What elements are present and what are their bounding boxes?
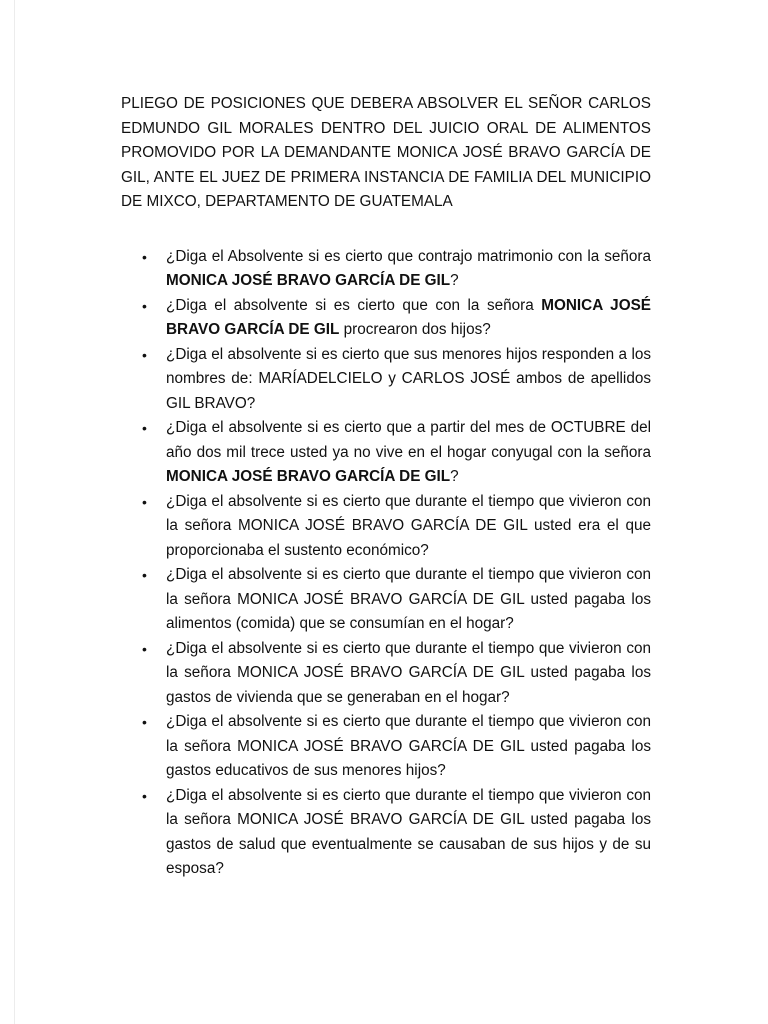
- questions-list: [121, 245, 651, 882]
- question-text: ¿Diga el Absolvente si es cierto que contrajo matrimonio con la señora: [166, 247, 651, 265]
- bullet-icon: •: [142, 297, 147, 314]
- bullet-icon: •: [142, 248, 147, 265]
- bullet-icon: •: [142, 787, 147, 804]
- question-item: [121, 637, 651, 711]
- question-item: [121, 245, 651, 294]
- question-text: ¿Diga el absolvente si es cierto que durante el tiempo que vivieron con la señora MONICA JOSÉ BRAVO GARCÍA DE GIL usted pagaba los gastos de vivienda que se generaban en el hogar?: [166, 639, 651, 706]
- question-item: [121, 710, 651, 784]
- question-item: [121, 563, 651, 637]
- question-text: ¿Diga el absolvente si es cierto que durante el tiempo que vivieron con la señora MONICA JOSÉ BRAVO GARCÍA DE GIL usted pagaba los gastos educativos de sus menores hijos?: [166, 713, 651, 779]
- question-item: [121, 416, 651, 490]
- question-text: ¿Diga el absolvente si es cierto que sus menores hijos responden a los nombres de: MARÍADELCIELO y CARLOS JOSÉ ambos de apellidos GIL BRAVO?: [166, 345, 651, 412]
- question-bold-name: MONICA JOSÉ BRAVO GARCÍA DE GIL: [166, 296, 651, 338]
- question-item: [121, 343, 651, 417]
- question-text-end: procrearon dos hijos?: [339, 321, 491, 338]
- question-text: ¿Diga el absolvente si es cierto que durante el tiempo que vivieron con la señora MONICA JOSÉ BRAVO GARCÍA DE GIL usted pagaba los alimentos (comida) que se consumían en el hogar?: [166, 566, 651, 632]
- question-text-end: ?: [450, 272, 459, 289]
- bullet-icon: •: [142, 420, 147, 436]
- bullet-icon: •: [142, 346, 147, 363]
- question-bold-name: MONICA JOSÉ BRAVO GARCÍA DE GIL: [166, 272, 451, 289]
- question-item: [121, 294, 651, 343]
- document-heading: PLIEGO DE POSICIONES QUE DEBERA ABSOLVER EL SEÑOR CARLOS EDMUNDO GIL MORALES DENTRO DEL JUICIO ORAL DE ALIMENTOS PROMOVIDO POR LA DEMANDANTE MONICA JOSÉ BRAVO GARCÍA DE GIL, ANTE EL JUEZ DE PRIMERA INSTANCIA DE FAMILIA DEL MUNICIPIO DE MIXCO, DEPARTAMENTO DE GUATEMALA: [121, 95, 651, 210]
- document-body: [121, 92, 651, 882]
- question-text: ¿Diga el absolvente si es cierto que durante el tiempo que vivieron con la señora MONICA JOSÉ BRAVO GARCÍA DE GIL usted era el que proporcionaba el sustento económico?: [166, 492, 651, 559]
- question-item: [121, 784, 651, 882]
- question-text: ¿Diga el absolvente si es cierto que a partir del mes de OCTUBRE del año dos mil trece usted ya no vive en el hogar conyugal con la señora: [166, 419, 651, 461]
- question-item: [121, 490, 651, 564]
- bullet-icon: •: [142, 493, 147, 510]
- bullet-icon: •: [142, 640, 147, 657]
- question-text: ¿Diga el absolvente si es cierto que durante el tiempo que vivieron con la señora MONICA JOSÉ BRAVO GARCÍA DE GIL usted pagaba los gastos de salud que eventualmente se causaban de sus hijos y de su esposa?: [166, 786, 651, 877]
- page-edge-line: [14, 0, 15, 1024]
- bullet-icon: •: [142, 714, 147, 730]
- question-text-end: ?: [450, 468, 459, 485]
- question-text: ¿Diga el absolvente si es cierto que con la señora: [166, 296, 542, 314]
- question-bold-name: MONICA JOSÉ BRAVO GARCÍA DE GIL: [166, 468, 451, 485]
- bullet-icon: •: [142, 567, 147, 583]
